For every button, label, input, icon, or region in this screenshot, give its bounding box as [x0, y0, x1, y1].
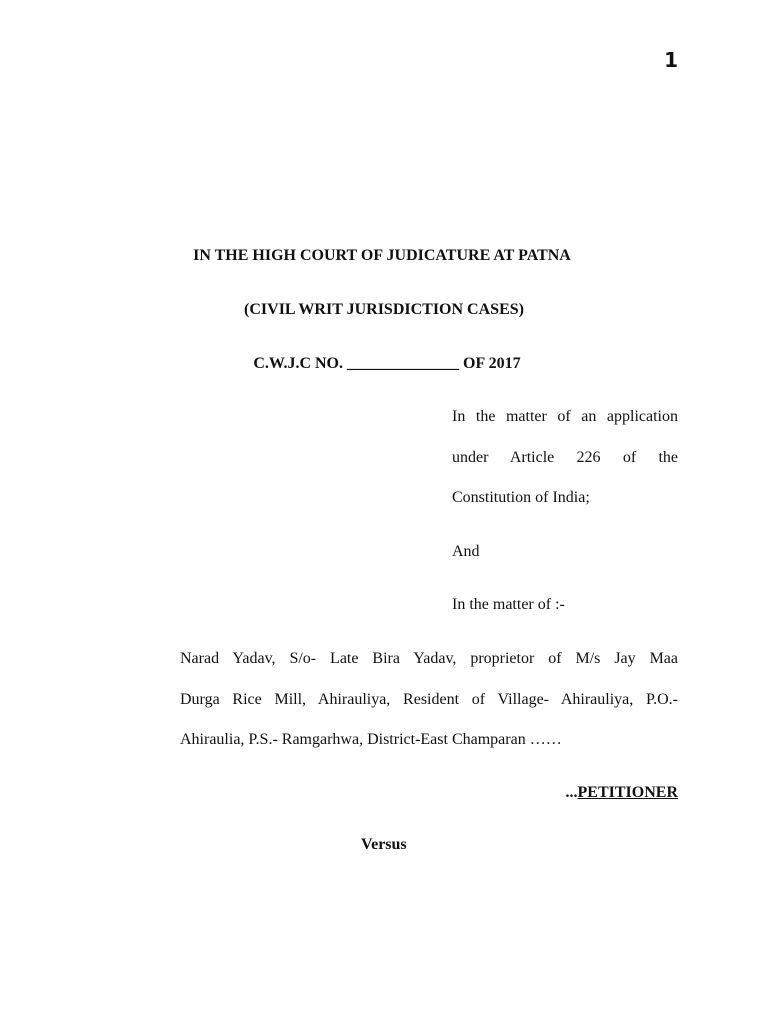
role-prefix: ...: [565, 784, 578, 801]
matter-line: under Article 226 of the: [452, 449, 678, 466]
matter-line: Constitution of India;: [452, 489, 590, 506]
case-number: C.W.J.C NO. ______________ OF 2017: [253, 355, 521, 372]
jurisdiction-title: (CIVIL WRIT JURISDICTION CASES): [244, 301, 524, 318]
page-number: 1: [664, 48, 678, 72]
matter-line: In the matter of an application: [452, 408, 678, 425]
versus-label: Versus: [361, 836, 407, 853]
court-title: IN THE HIGH COURT OF JUDICATURE AT PATNA: [193, 247, 571, 264]
petitioner-line: Ahiraulia, P.S.- Ramgarhwa, District-East Champaran ……: [180, 731, 562, 748]
petitioner-line: Durga Rice Mill, Ahirauliya, Resident of Village- Ahirauliya, P.O.-: [180, 691, 678, 708]
petitioner-role: [566, 784, 678, 802]
in-the-matter-of: In the matter of :-: [452, 596, 565, 613]
and-connector: And: [452, 543, 480, 560]
petitioner-line: Narad Yadav, S/o- Late Bira Yadav, proprietor of M/s Jay Maa: [180, 650, 678, 667]
role-label: PETITIONER: [577, 784, 678, 801]
